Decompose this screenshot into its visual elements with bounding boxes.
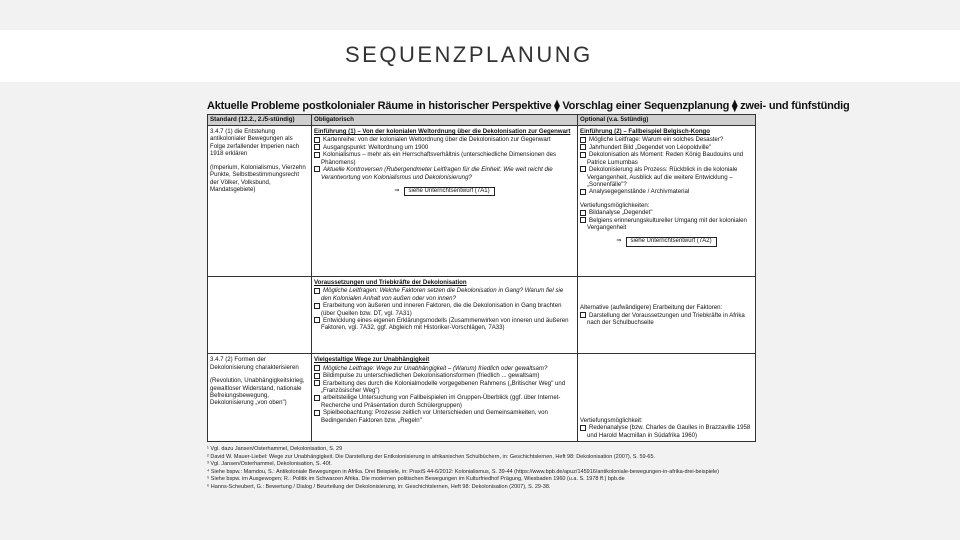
checkbox-bullet-icon — [580, 425, 586, 431]
table-row — [208, 276, 756, 353]
obligatory-cell — [312, 126, 578, 277]
column-header-standard: Standard (12.2., 2./5-stündig) — [208, 115, 312, 126]
checkbox-bullet-icon — [580, 144, 586, 150]
footnote: ⁵ Siehe bspw. im Ausgewogen; R.: Politik im Schwarzen Afrika. Die modernen politischen Bewegungen im Kulturfriedhof Prägung, Wiesbaden 1960 (u.a. S. 1978 ff.) bpb.de — [207, 476, 625, 483]
table-row — [208, 354, 756, 442]
column-header-obligatorisch: Obligatorisch — [312, 115, 578, 126]
section-heading: Einführung (2) – Fallbeispiel Belgisch-Kongo — [580, 128, 711, 136]
list-item: Ausgangspunkt: Weltordnung um 1900 — [314, 144, 575, 151]
optional-cell — [578, 126, 756, 277]
standard-keywords: (Imperium, Kolonialismus, Vierzehn Punkte, Selbstbestimmungsrecht der Völker, Volksbund, Mandatsgebiete) — [210, 163, 306, 193]
section-heading: Voraussetzungen und Triebkräfte der Dekolonisation — [314, 278, 467, 286]
checkbox-bullet-icon — [314, 144, 320, 150]
column-header-optional: Optional (v.a. 5stündig) — [578, 115, 756, 126]
optional-cell — [578, 354, 756, 442]
checkbox-bullet-icon — [580, 189, 586, 195]
list-item: Bildimpulse zu unterschiedlichen Dekolonisationsformen (friedlich ... gewaltsam) — [314, 372, 575, 379]
checkbox-bullet-icon — [314, 288, 320, 294]
list-item: Kartenreihe: von der kolonialen Weltordnung über die Dekolonisation zur Gegenwart — [314, 136, 575, 143]
list-item: Belgiens erinnerungskultureller Umgang mit der kolonialen Vergangenheit — [580, 217, 753, 232]
optional-text: Alternative (aufwändigere) Erarbeitung der Faktoren: — [580, 304, 723, 312]
list-item: Erarbeitung von äußeren und inneren Faktoren, die die Dekolonisation in Gang brachten (über Quellen bzw. DT, vgl. 7A31) — [314, 302, 575, 317]
footnotes — [207, 446, 767, 492]
footnote: ¹ Vgl. dazu Jansen/Osterhammel, Dekolonisation, S. 29 — [207, 446, 343, 452]
checkbox-bullet-icon — [314, 373, 320, 379]
standard-text: 3.4.7 (1) die Entstehung antikolonialer Bewegungen als Folge zerfallender Imperien nach 1918 erklären — [210, 128, 300, 158]
list-item: Entwicklung eines eigenen Erklärungsmodells (Zusammenwirken von inneren und äußeren Faktoren, vgl. 7A32, ggf. Abgleich mit Historiker-Vorschlägen, 7A33) — [314, 317, 575, 332]
footnote: ³ Vgl. Jansen/Osterhammel, Dekolonisation, S. 40f. — [207, 461, 332, 468]
table-row — [208, 126, 756, 277]
checkbox-bullet-icon — [580, 166, 586, 172]
sub-heading: Vertiefungsmöglichkeiten: — [580, 201, 650, 209]
sequence-plan-table — [207, 114, 756, 442]
footnote: ² David W. Mauer-Liebel: Wege zur Unabhängigkeit. Die Darstellung der Entkolonisierung in afrikanischen Schulbüchern, in: Geschichtslernen, Heft 98: Dekolonisation (2007), S. 59-65. — [207, 453, 656, 460]
arrow-right-icon: ⇒ — [394, 186, 400, 194]
list-item: Jahrhundert Bild „Degendet von Léopoldville" — [580, 144, 753, 151]
footnote: ⁶ Hanns-Scheubert, G.: Bewertung / Dialog / Beurteilung der Dekolonisierung, in: Geschichtslernen, Heft 98: Dekolonisation (2007), S. 29-38. — [207, 483, 551, 490]
list-item: Spielbeobachtung: Prozesse zeitlich vor Unterschieden und Gemeinsamkeiten, von Bedingenden Faktoren bzw. „Regeln" — [314, 409, 575, 424]
list-item: Dekolonisierung als Prozess: Rückblick in die koloniale Vergangenheit, Ausblick auf die weitere Entwicklung – „Sonnenfälle"? — [580, 166, 753, 188]
checkbox-bullet-icon — [580, 210, 586, 216]
arrow-right-icon: ⇒ — [616, 237, 622, 245]
list-item: Dekolonisation als Moment: Reden König Baudouins und Patrice Lumumbas — [580, 151, 753, 166]
table-header-row — [208, 115, 756, 126]
section-heading: Vielgestaltige Wege zur Unabhängigkeit — [314, 356, 430, 364]
standard-keywords: (Revolution, Unabhängigkeitskrieg, gewaltloser Widerstand, nationale Befreiungsbewegung, Dekolonisierung „von oben") — [210, 377, 305, 407]
list-item: Redenanalyse (bzw. Charles de Gaulles in Brazzaville 1958 und Harold Macmillan in Südafrika 1960) — [580, 424, 753, 439]
list-item: Mögliche Leitfrage: Wege zur Unabhängigkeit – (Warum) friedlich oder gewaltsam? — [314, 365, 575, 372]
standard-text: 3.4.7 (2) Formen der Dekolonisierung charakterisieren — [210, 356, 299, 371]
list-item: arbeitsteilige Untersuchung von Fallbeispielen im Gruppen-Überblick (ggf. über Internet-Recherche und Präsentation durch Schülergruppen) — [314, 394, 575, 409]
checkbox-bullet-icon — [314, 365, 320, 371]
checkbox-bullet-icon — [314, 303, 320, 309]
checkbox-bullet-icon — [580, 152, 586, 158]
list-item: Mögliche Leitfragen: Welche Faktoren setzen die Dekolonisation in Gang? Warum fiel sie den Kolonialen Anhalt von außen oder von innen? — [314, 287, 575, 302]
list-item: Darstellung der Voraussetzungen und Triebkräfte in Afrika nach der Schulbuchseite — [580, 312, 753, 327]
checkbox-bullet-icon — [580, 312, 586, 318]
checkbox-bullet-icon — [580, 217, 586, 223]
list-item: Bildanalyse „Degendet" — [580, 209, 753, 216]
checkbox-bullet-icon — [314, 137, 320, 143]
lesson-reference: ⇒ siehe Unterrichtsentwurf (7A2) — [580, 237, 753, 246]
standard-cell — [208, 276, 312, 353]
slide-title: SEQUENZPLANUNG — [345, 42, 593, 67]
document-title: Aktuelle Probleme postkolonialer Räume in historischer Perspektive ⧫ Vorschlag einer Sequenzplanung ⧫ zwei- und fünfstündig — [207, 100, 850, 112]
checkbox-bullet-icon — [314, 410, 320, 416]
list-item: Erarbeitung des durch die Kolonialmodelle vorgegebenen Rahmens („Britischer Weg" und „Französischer Weg") — [314, 380, 575, 395]
standard-cell — [208, 126, 312, 277]
checkbox-bullet-icon — [314, 317, 320, 323]
checkbox-bullet-icon — [314, 395, 320, 401]
sub-heading: Vertiefungsmöglichkeit: — [580, 416, 643, 424]
checkbox-bullet-icon — [580, 137, 586, 143]
list-item: Aktuelle Kontroversen (Rubergendmeter Leitfragen für die Einheit: Wie weit reicht die Verantwortung von Kolonialismus und Dekolonisierung? — [314, 166, 575, 181]
lesson-reference: ⇒ siehe Unterrichtsentwurf (7A1) — [314, 187, 575, 196]
obligatory-cell — [312, 354, 578, 442]
optional-cell — [578, 276, 756, 353]
list-item: Analysegegenstände / Archivmaterial — [580, 188, 753, 195]
section-heading: Einführung (1) – Von der kolonialen Weltordnung über die Dekolonisation zur Gegenwart — [314, 128, 571, 136]
obligatory-cell — [312, 276, 578, 353]
footnote: ⁴ Siehe bspw.: Mamdou, S.: Antikoloniale Bewegungen in Afrika. Drei Beispiele, in: PraxiS 44-6/2012: Kolonialismus, S. 39-44 (https://www.bpb.de/apuz/145916/antikoloniale-bewegungen-in-afrika-drei-beispiele) — [207, 468, 720, 475]
list-item: Kolonialismus – mehr als ein Herrschaftsverhältnis (unterschiedliche Dimensionen des Phänomens) — [314, 151, 575, 166]
checkbox-bullet-icon — [314, 152, 320, 158]
checkbox-bullet-icon — [314, 380, 320, 386]
list-item: Mögliche Leitfrage: Warum ein solches Desaster? — [580, 136, 753, 143]
checkbox-bullet-icon — [314, 166, 320, 172]
standard-cell — [208, 354, 312, 442]
